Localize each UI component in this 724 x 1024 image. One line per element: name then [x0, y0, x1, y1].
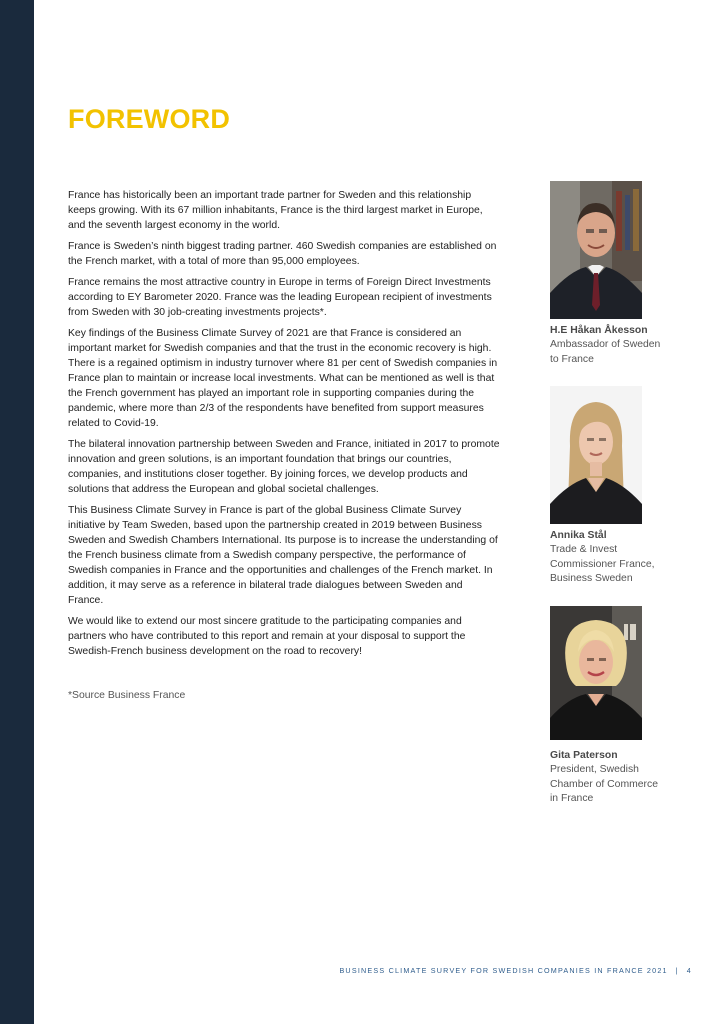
- person-card-president: [550, 606, 680, 807]
- foreword-body: [68, 188, 500, 665]
- person-card-ambassador: [550, 181, 680, 367]
- person-name: H.E Håkan Åkesson: [550, 325, 648, 336]
- paragraph-3: France remains the most attractive country in Europe in terms of Foreign Direct Investments according to EY Barometer 2020. France was the leading European recipient of investments from Sweden with 30 job-creating investments projects*.: [68, 277, 492, 318]
- person-name: Gita Paterson: [550, 750, 618, 761]
- paragraph-6: This Business Climate Survey in France is part of the global Business Climate Survey initiative by Team Sweden, based upon the partnership created in 2019 between Business Sweden and Swedish Chambers International. Its purpose is to increase the understanding of the French business climate from a Swedish company perspective, the performance of Swedish companies in France and the opportunities and challenges of the French market. In addition, it may serve as a reference in bilateral trade dialogues between Sweden and France.: [68, 505, 498, 606]
- page-number: 4: [686, 966, 692, 975]
- paragraph-4: Key findings of the Business Climate Survey of 2021 are that France is considered an important market for Swedish companies and that the trust in the economic recovery is high. There is a regained optimism in industry turnover where 81 per cent of Swedish companies in France plan to maintain or increase local investments. What can be mentioned as well is that the French government has played an important role in supporting companies during the pandemic, where more than 2/3 of the respondents have benefited from support measures related to Covid-19.: [68, 328, 498, 429]
- footer-title: BUSINESS CLIMATE SURVEY FOR SWEDISH COMPANIES IN FRANCE 2021: [339, 966, 668, 975]
- portrait-photo-commissioner: [550, 386, 642, 524]
- paragraph-2: France is Sweden’s ninth biggest trading partner. 460 Swedish companies are established on the French market, with a total of more than 95,000 employees.: [68, 241, 497, 267]
- portrait-photo-president: [550, 606, 642, 744]
- person-role: President, Swedish Chamber of Commerce in France: [550, 764, 658, 804]
- portrait-photo-ambassador: [550, 181, 642, 319]
- person-card-commissioner: [550, 386, 680, 587]
- footer-separator: |: [675, 966, 679, 975]
- paragraph-1: France has historically been an important trade partner for Sweden and this relationship keeps growing. With its 67 million inhabitants, France is the third largest market in Europe, and the seventh largest economy in the world.: [68, 190, 483, 231]
- paragraph-7: We would like to extend our most sincere gratitude to the participating companies and partners who have contributed to this report and remain at your disposal to support the Swedish-French business development on the road to recovery!: [68, 616, 466, 657]
- person-name: Annika Stål: [550, 530, 607, 541]
- person-role: Trade & Invest Commissioner France, Business Sweden: [550, 544, 655, 584]
- paragraph-5: The bilateral innovation partnership between Sweden and France, initiated in 2017 to promote innovation and green solutions, is an important foundation that brings our countries, companies, and institutions closer together. By joining forces, we develop products and solutions that address the European and global societal challenges.: [68, 439, 500, 495]
- source-note: *Source Business France: [68, 690, 186, 701]
- page-footer: [339, 966, 692, 975]
- left-sidebar-band: [0, 0, 34, 1024]
- page-title: FOREWORD: [68, 104, 231, 134]
- person-role: Ambassador of Sweden to France: [550, 339, 661, 365]
